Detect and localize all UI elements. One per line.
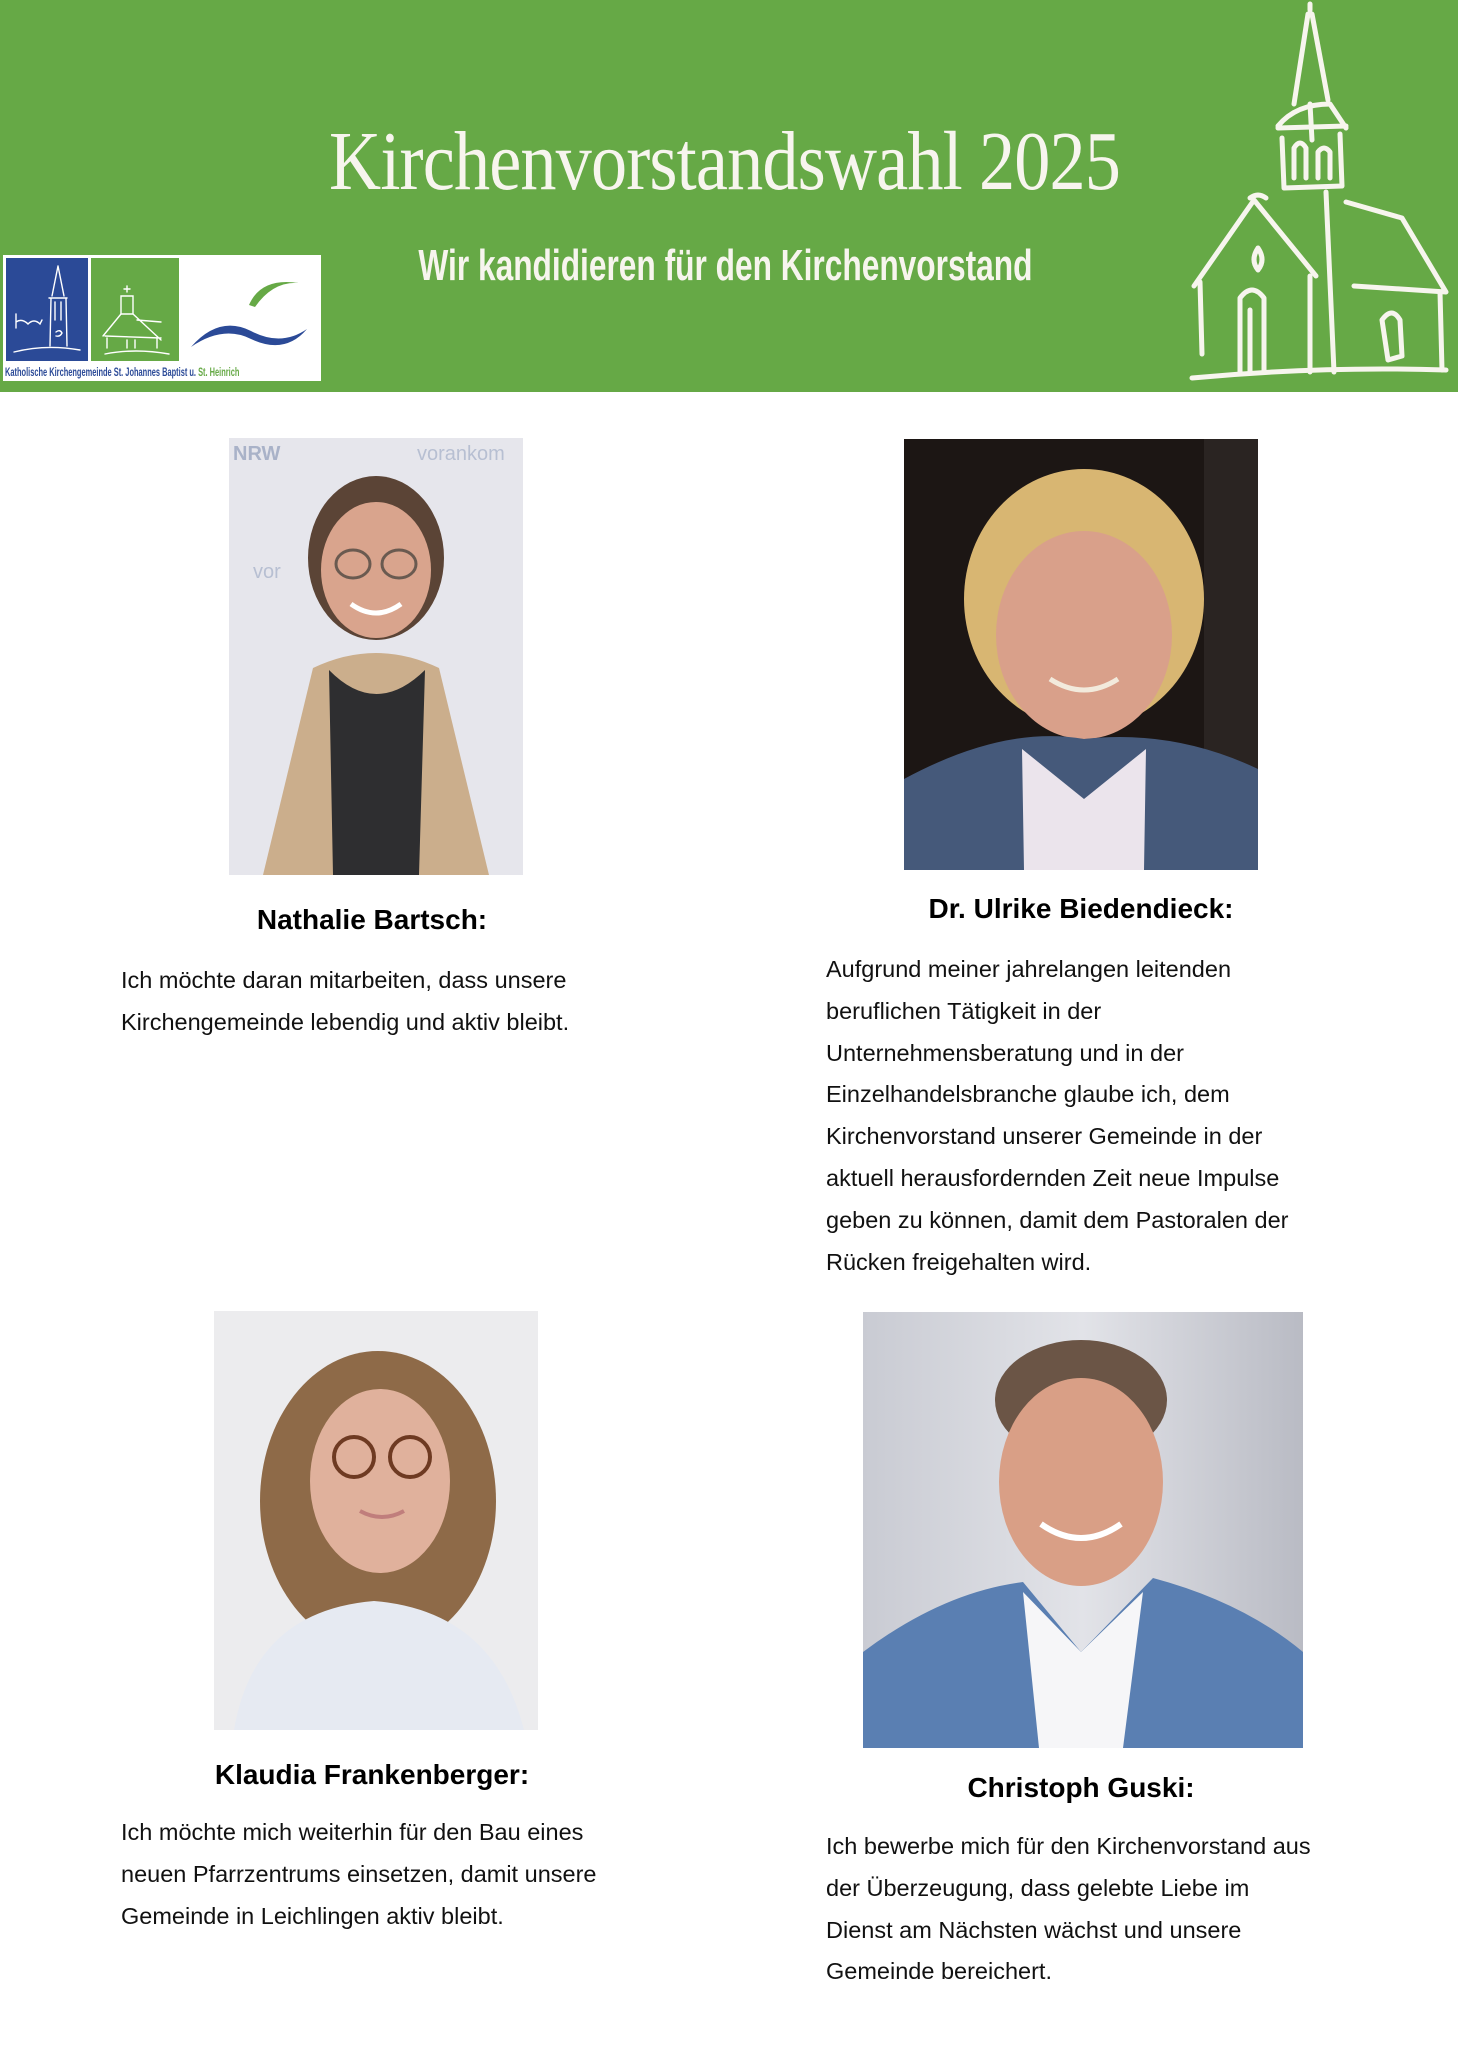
header-banner [0,0,1458,392]
candidate-name: Christoph Guski: [967,1772,1195,1803]
candidate-name: Dr. Ulrike Biedendieck: [928,893,1234,924]
logo-caption-main: Katholische Kirchengemeinde St. Johannes Baptist u. [5,365,199,379]
page-subtitle-text: Wir kandidieren für den Kirchenvorstand [417,241,1033,290]
bio-line: Kirchenvorstand unserer Gemeinde in der [826,1123,1263,1150]
parish-logo [3,255,321,381]
candidate-name: Klaudia Frankenberger: [214,1759,530,1790]
bio-line: Dienst am Nächsten wächst und unsere [826,1916,1242,1943]
bio-line: beruflichen Tätigkeit in der [826,997,1102,1024]
candidate-bio [826,949,1426,1283]
logo-caption [5,364,321,380]
bio-line: geben zu können, damit dem Pastoralen der [826,1206,1289,1233]
candidate-bio [121,960,681,1044]
svg-text:vorankom: vorankom [417,443,505,465]
candidate-bio [121,1812,721,1937]
chapel-icon [91,258,179,361]
candidate-bio [826,1826,1426,1993]
bio-line: Kirchengemeinde lebendig und aktiv bleibt. [121,1008,570,1035]
bio-line: der Überzeugung, dass gelebte Liebe im [826,1874,1250,1901]
bio-line: Ich möchte mich weiterhin für den Bau eines [121,1819,584,1845]
bio-line: Gemeinde bereichert. [826,1958,1052,1985]
page-title [102,112,1356,212]
bio-line: Rücken freigehalten wird. [826,1248,1092,1275]
portrait-nathalie-bartsch [229,438,523,875]
bio-line: Ich möchte daran mitarbeiten, dass unsere [121,967,567,993]
bio-line: Ich bewerbe mich für den Kirchenvorstand aus [826,1833,1311,1859]
svg-text:NRW: NRW [233,443,281,465]
bio-line: neuen Pfarrzentrums einsetzen, damit unsere [121,1860,597,1887]
bio-line: Gemeinde in Leichlingen aktiv bleibt. [121,1902,504,1929]
candidate-name: Nathalie Bartsch: [256,904,488,935]
portrait-klaudia-frankenberger [214,1311,538,1730]
church-outline-icon [1170,0,1458,392]
bio-line: Aufgrund meiner jahrelangen leitenden [826,956,1232,982]
wave-icon [189,275,315,355]
svg-text:vor: vor [253,561,281,583]
bio-line: Einzelhandelsbranche glaube ich, dem [826,1081,1230,1108]
page-title-text: Kirchenvorstandswahl 2025 [329,115,1121,208]
bio-line: aktuell herausfordernden Zeit neue Impulse [826,1164,1280,1191]
portrait-christoph-guski [863,1312,1303,1748]
bio-line: Unternehmensberatung und in der [826,1039,1184,1066]
portrait-ulrike-biedendieck [904,439,1258,870]
church-tower-icon [6,258,88,361]
logo-caption-accent: St. Heinrich [198,365,240,379]
